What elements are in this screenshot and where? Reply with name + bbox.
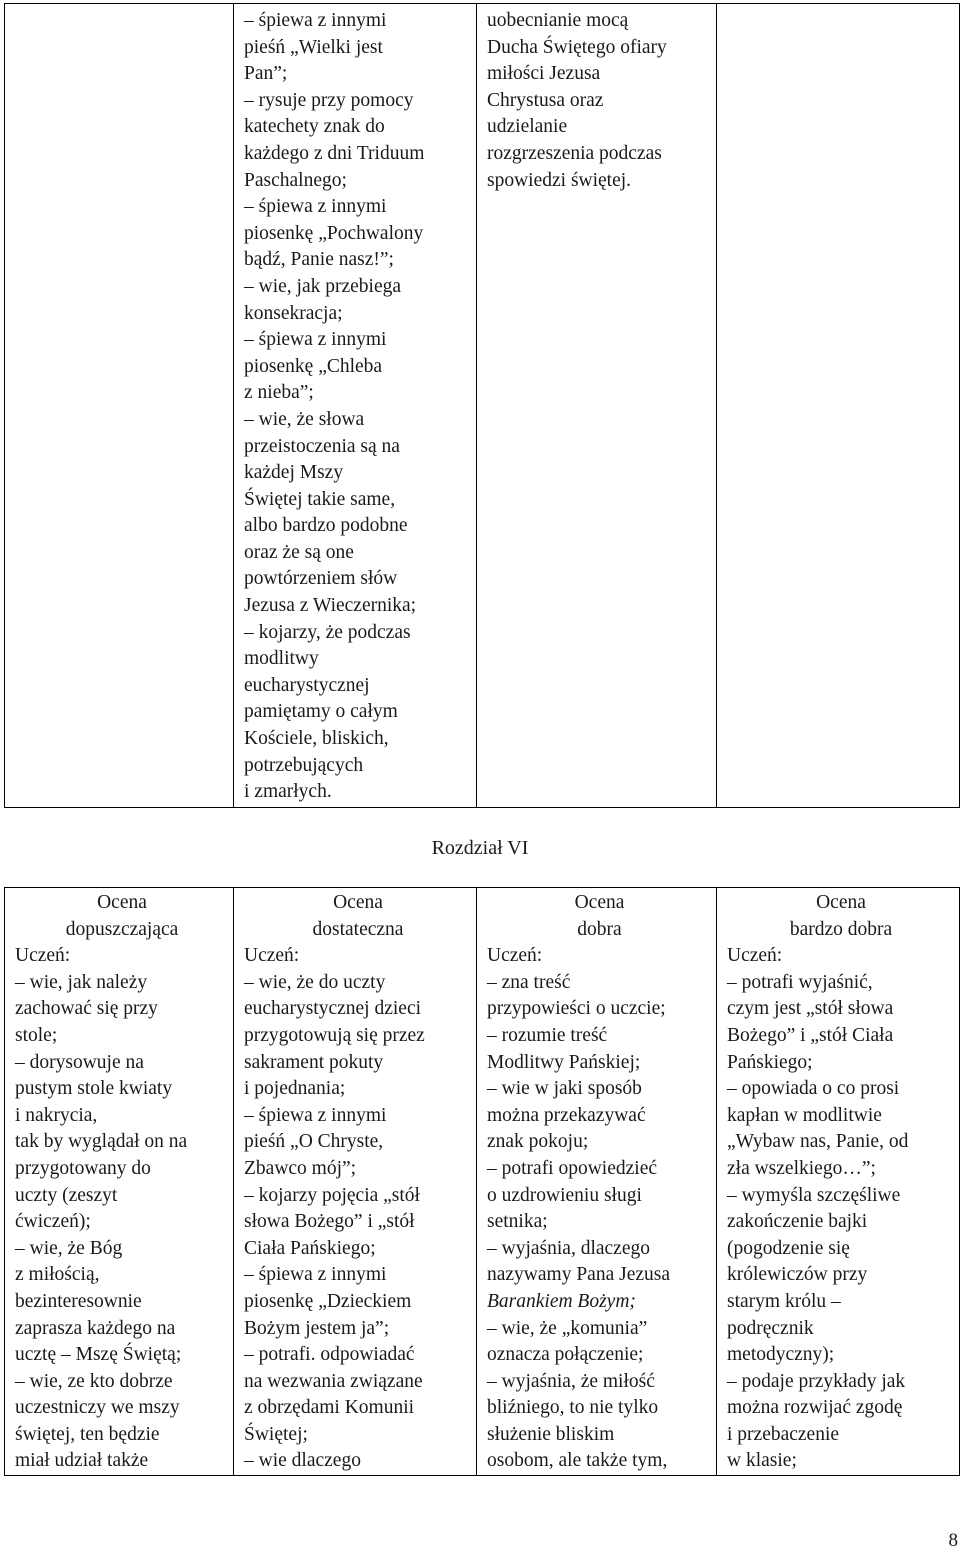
text-line: i przebaczenie xyxy=(727,1423,840,1445)
top-cell-3 xyxy=(477,4,717,808)
text-line: – potrafi opowiedzieć xyxy=(487,1157,658,1179)
text-line: setnika; xyxy=(487,1211,548,1233)
text-line: – zna treść xyxy=(487,971,571,993)
text-line: – śpiewa z innymi xyxy=(244,10,387,31)
text-line: „Wybaw nas, Panie, od xyxy=(727,1131,909,1153)
continuation-table xyxy=(4,3,960,808)
text-line: oznacza połączenie; xyxy=(487,1344,644,1366)
text-line: Świętej takie same, xyxy=(244,488,396,510)
grade-column-dopuszczajaca xyxy=(5,888,234,1476)
text-line: w klasie; xyxy=(727,1450,797,1472)
text-line: bliźniego, to nie tylko xyxy=(487,1397,659,1419)
text-line: miłości Jezusa xyxy=(487,63,601,85)
text-line: zakończenie bajki xyxy=(727,1211,868,1233)
text-line: – rozumie treść xyxy=(487,1024,608,1046)
text-line: czym jest „stół słowa xyxy=(727,998,894,1020)
text-line: – śpiewa z innymi xyxy=(244,1104,387,1126)
text-line: – śpiewa z innymi xyxy=(244,196,387,218)
text-line: – wie, ze kto dobrze xyxy=(15,1370,173,1392)
text-line: Modlitwy Pańskiej; xyxy=(487,1051,641,1073)
text-line: – kojarzy, że podczas xyxy=(244,621,411,643)
text-line: – dorysowuje na xyxy=(15,1051,144,1073)
text-line: – potrafi wyjaśnić, xyxy=(727,971,873,993)
text-line: świętej, ten będzie xyxy=(15,1423,160,1445)
text-line: słowa Bożego” i „stół xyxy=(244,1211,415,1233)
text-line: powtórzeniem słów xyxy=(244,568,398,590)
text-line: pieśń „O Chryste, xyxy=(244,1131,384,1153)
text-line: (pogodzenie się xyxy=(727,1237,850,1259)
text-line: przeistoczenia są na xyxy=(244,435,400,457)
text-line: ucztę – Mszę Świętą; xyxy=(15,1344,182,1366)
text-line: starym królu – xyxy=(727,1290,841,1312)
grade-heading-name: dobra xyxy=(577,918,622,940)
text-line: z nieba”; xyxy=(244,382,314,404)
text-line: – rysuje przy pomocy xyxy=(244,89,414,111)
text-line: i zmarłych. xyxy=(244,781,332,803)
text-line: – potrafi. odpowiadać xyxy=(244,1344,415,1366)
text-line: – wie, że słowa xyxy=(244,408,365,430)
text-line: Zbawco mój”; xyxy=(244,1157,357,1179)
text-line: Uczeń: xyxy=(487,945,543,967)
grades-table xyxy=(4,887,960,1476)
top-cell-4 xyxy=(717,4,960,808)
text-line: można rozwijać zgodę xyxy=(727,1397,903,1419)
grade-heading-name: bardzo dobra xyxy=(789,918,893,940)
text-line: piosenkę „Chleba xyxy=(244,355,383,377)
text-line: piosenkę „Dzieckiem xyxy=(244,1290,412,1312)
text-line: przygotowują się przez xyxy=(244,1024,425,1046)
text-line: Bożego” i „stół Ciała xyxy=(727,1024,894,1046)
text-line: Ciała Pańskiego; xyxy=(244,1237,376,1259)
text-line: służenie bliskim xyxy=(487,1423,615,1445)
text-line: Barankiem Bożym; xyxy=(487,1290,636,1312)
text-line: – wie dlaczego xyxy=(244,1450,361,1472)
text-line: piosenkę „Pochwalony xyxy=(244,222,424,244)
text-line: – śpiewa z innymi xyxy=(244,1264,387,1286)
grade-requirements xyxy=(15,943,229,1475)
text-line: – kojarzy pojęcia „stół xyxy=(244,1184,420,1206)
text-line: pustym stole kwiaty xyxy=(15,1078,173,1100)
text-line: pamiętamy o całym xyxy=(244,701,398,723)
text-line: Pan”; xyxy=(244,63,288,85)
grade-column-dobra xyxy=(477,888,717,1476)
text-line: rozgrzeszenia podczas xyxy=(487,142,662,164)
text-line: udzielanie xyxy=(487,116,568,138)
text-line: Bożym jestem ja”; xyxy=(244,1317,390,1339)
text-line: i pojednania; xyxy=(244,1078,346,1100)
text-line: tak by wyglądał on na xyxy=(15,1131,188,1153)
text-line: zła wszelkiego…”; xyxy=(727,1157,876,1179)
text-line: zachować się przy xyxy=(15,998,158,1020)
text-line: albo bardzo podobne xyxy=(244,515,408,537)
text-line: Kościele, bliskich, xyxy=(244,728,389,750)
text-line: Pańskiego; xyxy=(727,1051,813,1073)
text-line: o uzdrowieniu sługi xyxy=(487,1184,642,1206)
text-line: uczty (zeszyt xyxy=(15,1184,118,1206)
text-line: – wie, że do uczty xyxy=(244,971,386,993)
text-line: przypowieści o uczcie; xyxy=(487,998,666,1020)
text-line: każdej Mszy xyxy=(244,462,344,484)
text-line: można przekazywać xyxy=(487,1104,646,1126)
text-line: – wie, że Bóg xyxy=(15,1237,123,1259)
text-line: królewiczów przy xyxy=(727,1264,868,1286)
grade-heading-label: Ocena xyxy=(333,892,383,913)
text-line: kapłan w modlitwie xyxy=(727,1104,882,1126)
section-title: Rozdział VI xyxy=(431,837,529,859)
text-line: katechety znak do xyxy=(244,116,385,138)
text-line: eucharystycznej xyxy=(244,674,370,696)
table-row xyxy=(5,888,960,1476)
table-row xyxy=(5,4,960,808)
text-line: miał udział także xyxy=(15,1450,149,1472)
text-line: modlitwy xyxy=(244,648,319,670)
text-line: potrzebujących xyxy=(244,754,364,776)
grade-column-dostateczna xyxy=(234,888,477,1476)
text-line: oraz że są one xyxy=(244,541,354,563)
grade-heading-label: Ocena xyxy=(574,892,625,913)
grade-requirements xyxy=(244,943,472,1475)
grade-requirements xyxy=(487,943,712,1475)
text-line: eucharystycznej dzieci xyxy=(244,998,422,1020)
text-line: przygotowany do xyxy=(15,1157,151,1179)
text-line: bądź, Panie nasz!”; xyxy=(244,249,394,271)
text-line: pieśń „Wielki jest xyxy=(244,36,383,58)
text-line: Uczeń: xyxy=(244,945,300,967)
text-line: uobecnianie mocą xyxy=(487,10,629,31)
text-line: ćwiczeń); xyxy=(15,1211,91,1233)
text-line: Świętej; xyxy=(244,1423,308,1445)
text-line: – wyjaśnia, dlaczego xyxy=(487,1237,650,1259)
text-line: – wie, że „komunia” xyxy=(487,1317,648,1339)
text-line: bezinteresownie xyxy=(15,1290,142,1312)
text-line: z miłością, xyxy=(15,1264,100,1286)
grade-heading-name: dopuszczająca xyxy=(65,918,179,940)
text-line: konsekracja; xyxy=(244,302,343,324)
text-line: – wie w jaki sposób xyxy=(487,1078,642,1100)
text-line: zaprasza każdego na xyxy=(15,1317,176,1339)
text-line: uczestniczy we mszy xyxy=(15,1397,180,1419)
text-line: Chrystusa oraz xyxy=(487,89,604,111)
text-line: każdego z dni Triduum xyxy=(244,142,425,164)
text-line: Ducha Świętego ofiary xyxy=(487,36,667,58)
text-line: znak pokoju; xyxy=(487,1131,589,1153)
text-line: i nakrycia, xyxy=(15,1104,98,1126)
text-line: metodyczny); xyxy=(727,1344,835,1366)
grade-heading-label: Ocena xyxy=(97,892,147,913)
text-line: – śpiewa z innymi xyxy=(244,329,387,351)
grade-column-bardzo-dobra xyxy=(717,888,960,1476)
text-line: osobom, ale także tym, xyxy=(487,1450,668,1472)
text-line: nazywamy Pana Jezusa xyxy=(487,1264,671,1286)
text-line: sakrament pokuty xyxy=(244,1051,384,1073)
grade-heading-name: dostateczna xyxy=(312,918,404,940)
text-line: Paschalnego; xyxy=(244,169,347,191)
text-line: – wymyśla szczęśliwe xyxy=(727,1184,901,1206)
text-line: Uczeń: xyxy=(727,945,783,967)
text-line: spowiedzi świętej. xyxy=(487,169,632,191)
text-line: stole; xyxy=(15,1024,58,1046)
text-line: z obrzędami Komunii xyxy=(244,1397,415,1419)
text-line: – wyjaśnia, że miłość xyxy=(487,1370,655,1392)
grade-requirements xyxy=(727,943,955,1475)
top-cell-1 xyxy=(5,4,234,808)
text-line: podręcznik xyxy=(727,1317,814,1339)
text-line: Jezusa z Wieczernika; xyxy=(244,595,417,617)
grade-heading-label: Ocena xyxy=(816,892,866,913)
text-line: – wie, jak przebiega xyxy=(244,275,402,297)
text-line: na wezwania związane xyxy=(244,1370,423,1392)
page-number: 8 xyxy=(948,1530,958,1551)
text-line: – podaje przykłady jak xyxy=(727,1370,906,1392)
text-line: – wie, jak należy xyxy=(15,971,148,993)
text-line: – opowiada o co prosi xyxy=(727,1078,900,1100)
text-line: Uczeń: xyxy=(15,945,71,967)
top-cell-2 xyxy=(234,4,477,808)
